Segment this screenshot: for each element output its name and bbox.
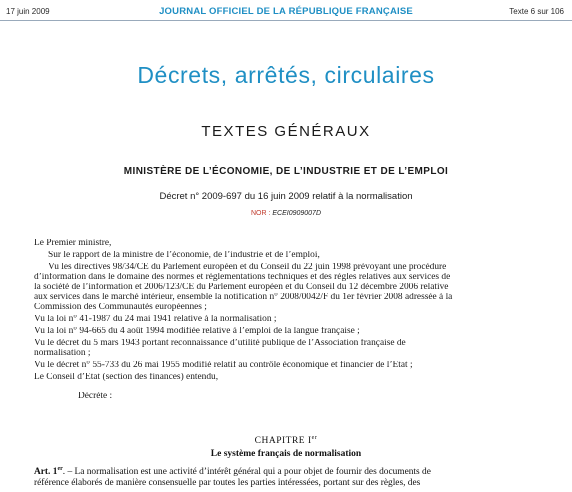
body-line: d’information dans le domaine des normes et réglementations techniques et des règles relatives aux services de [34,273,451,282]
nor-reference [0,210,572,217]
body-line: Vu la loi n° 41-1987 du 24 mai 1941 relative à la normalisation ; [34,315,277,324]
subsection-title: TEXTES GÉNÉRAUX [201,123,371,140]
nor-label: NOR : [250,210,273,217]
body-line: aux services dans le marché intérieur, ensemble la notification n° 2008/0042/F du 1er février 2008 adressée à la [34,293,453,302]
nor-code: ECEI0909007D [272,210,322,217]
chapter-heading [0,435,572,446]
decree-title: Décret n° 2009-697 du 16 juin 2009 relatif à la normalisation [159,191,413,202]
body-line: Le Premier ministre, [34,239,112,248]
article-text: . – La normalisation est une activité d’intérêt général qui a pour objet de fournir des documents de [62,467,431,478]
body-line: Vu la loi n° 94-665 du 4 août 1994 modifiée relative à l’emploi de la langue française ; [34,327,360,336]
body-line: Décrète : [78,392,113,401]
body-line: Sur le rapport de la ministre de l’économie, de l’industrie et de l’emploi, [48,251,320,260]
header-divider [0,20,572,21]
body-line: Vu le décret du 5 mars 1943 portant reconnaissance d’utilité publique de l’Association française de [34,339,406,348]
ministry-heading: MINISTÈRE DE L’ÉCONOMIE, DE L’INDUSTRIE ET DE L’EMPLOI [123,166,449,177]
body-line: la société de l’information et 2006/123/CE du Parlement européen et du Conseil du 12 décembre 2006 relative [34,283,449,292]
article-line [34,466,564,477]
header-journal-title: JOURNAL OFFICIEL DE LA RÉPUBLIQUE FRANÇAISE [159,6,413,17]
chapter-label: CHAPITRE I [254,436,312,447]
section-title: Décrets, arrêtés, circulaires [137,62,435,88]
article-label: Art. 1er [34,466,63,478]
chapter-title: Le système français de normalisation [210,449,362,459]
header-date: 17 juin 2009 [6,7,50,16]
chapter-ordinal: er [311,435,318,441]
article-line: référence élaborés de manière consensuelle par toutes les parties intéressées, portant sur des règles, des [34,478,421,488]
body-line: normalisation ; [34,349,91,358]
body-line: Commission des Communautés européennes ; [34,303,207,312]
header-text-number: Texte 6 sur 106 [509,7,564,16]
page-header [0,6,572,20]
body-line: Vu le décret n° 55-733 du 26 mai 1955 modifié relatif au contrôle économique et financier de l’Etat ; [34,361,413,370]
body-line: Le Conseil d’Etat (section des finances) entendu, [34,373,219,382]
body-line: Vu les directives 98/34/CE du Parlement européen et du Conseil du 22 juin 1998 prévoyant une procédure [48,263,447,272]
